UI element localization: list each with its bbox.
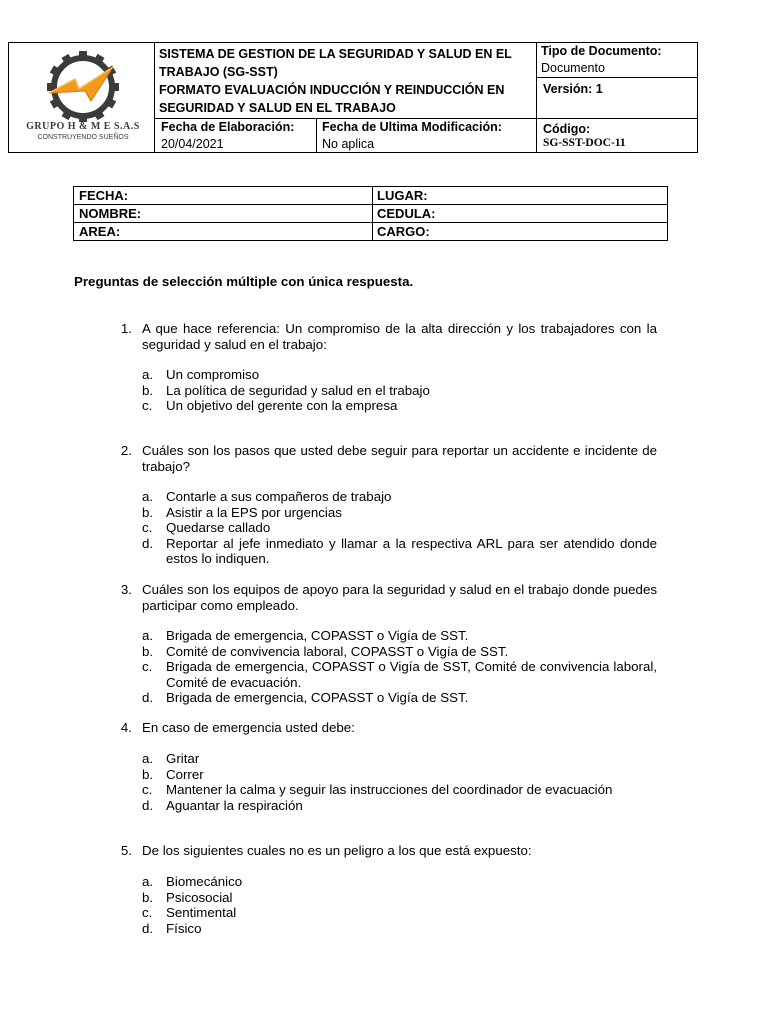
option-letter: c. [142, 398, 153, 413]
option-letter: b. [142, 889, 154, 905]
option-text: Un objetivo del gerente con la empresa [166, 398, 398, 413]
option-letter: a. [142, 751, 154, 766]
option-letter: c. [142, 905, 153, 920]
option-text: Asistir a la EPS por urgencias [166, 504, 342, 520]
option-text: La política de seguridad y salud en el trabajo [166, 382, 430, 398]
question-number: 4. [120, 720, 132, 735]
id-field-label: CEDULA: [377, 206, 436, 221]
option-letter: a. [142, 874, 154, 889]
option-letter: b. [142, 504, 154, 520]
date-field-label: FECHA: [79, 188, 129, 203]
question-text: Cuáles son los pasos que usted debe seguir para reportar un accidente e incidente de trabajo? [142, 443, 657, 474]
option-letter: b. [142, 766, 154, 782]
option-letter: a. [142, 628, 154, 643]
option-text: Aguantar la respiración [166, 797, 303, 813]
modification-date-label: Fecha de Ultima Modificación: [322, 120, 502, 134]
name-field-label: NOMBRE: [79, 206, 142, 221]
option-text: Brigada de emergencia, COPASST o Vigía de SST, Comité de convivencia laboral, Comité de evacuación. [166, 659, 657, 690]
company-logo [24, 50, 142, 146]
option-letter: a. [142, 367, 154, 382]
instructions-heading: Preguntas de selección múltiple con única respuesta. [74, 274, 414, 289]
option-letter: d. [142, 690, 154, 705]
option-text: Correr [166, 766, 204, 782]
option-text: Quedarse callado [166, 520, 271, 535]
company-name: GRUPO H & M E S.A.S [26, 121, 140, 132]
version-label: Versión: 1 [543, 82, 603, 96]
position-field-label: CARGO: [377, 224, 430, 239]
question-text: Cuáles son los equipos de apoyo para la seguridad y salud en el trabajo donde puedes participar como empleado. [142, 582, 657, 613]
option-letter: c. [142, 782, 153, 797]
question-number: 2. [120, 443, 132, 458]
option-letter: b. [142, 643, 154, 659]
option-letter: c. [142, 520, 153, 535]
question-text: A que hace referencia: Un compromiso de la alta dirección y los trabajadores con la seguridad y salud en el trabajo: [142, 321, 657, 352]
question-number: 1. [120, 321, 132, 336]
option-text: Gritar [166, 751, 200, 766]
option-text: Comité de convivencia laboral, COPASST o Vigía de SST. [166, 643, 509, 659]
option-text: Sentimental [166, 905, 237, 920]
option-text: Brigada de emergencia, COPASST o Vigía de SST. [166, 628, 469, 643]
company-slogan: CONSTRUYENDO SUEÑOS [37, 134, 129, 141]
question-text: En caso de emergencia usted debe: [142, 720, 355, 735]
option-text: Brigada de emergencia, COPASST o Vigía de SST. [166, 690, 469, 705]
place-field-label: LUGAR: [377, 188, 428, 203]
option-letter: a. [142, 489, 154, 504]
option-letter: b. [142, 382, 154, 398]
elaboration-date-value: 20/04/2021 [161, 137, 224, 151]
option-letter: c. [142, 659, 153, 674]
option-letter: d. [142, 797, 154, 813]
option-text: Psicosocial [166, 889, 233, 905]
question-text: De los siguientes cuales no es un peligro a los que está expuesto: [142, 843, 532, 858]
option-text: Reportar al jefe inmediato y llamar a la respectiva ARL para ser atendido donde estos lo indiquen. [166, 535, 657, 566]
format-title: FORMATO EVALUACIÓN INDUCCIÓN Y REINDUCCIÓN EN SEGURIDAD Y SALUD EN EL TRABAJO [159, 83, 505, 115]
question-number: 3. [120, 582, 132, 597]
elaboration-date-label: Fecha de Elaboración: [161, 120, 295, 134]
gear-lightning-icon [24, 50, 142, 122]
option-text: Contarle a sus compañeros de trabajo [166, 489, 392, 504]
modification-date-value: No aplica [322, 137, 375, 151]
doc-type-value: Documento [541, 61, 605, 75]
question-number: 5. [120, 843, 132, 858]
option-letter: d. [142, 535, 154, 551]
option-text: Biomecánico [166, 874, 243, 889]
option-text: Físico [166, 920, 202, 936]
system-title: SISTEMA DE GESTION DE LA SEGURIDAD Y SALUD EN EL TRABAJO (SG-SST) [159, 47, 512, 79]
code-value: SG-SST-DOC-11 [543, 137, 626, 149]
code-label: Código: [543, 122, 591, 136]
option-text: Un compromiso [166, 367, 260, 382]
doc-type-label: Tipo de Documento: [541, 44, 662, 58]
option-letter: d. [142, 920, 154, 936]
option-text: Mantener la calma y seguir las instrucciones del coordinador de evacuación [166, 782, 613, 797]
area-field-label: AREA: [79, 224, 121, 239]
